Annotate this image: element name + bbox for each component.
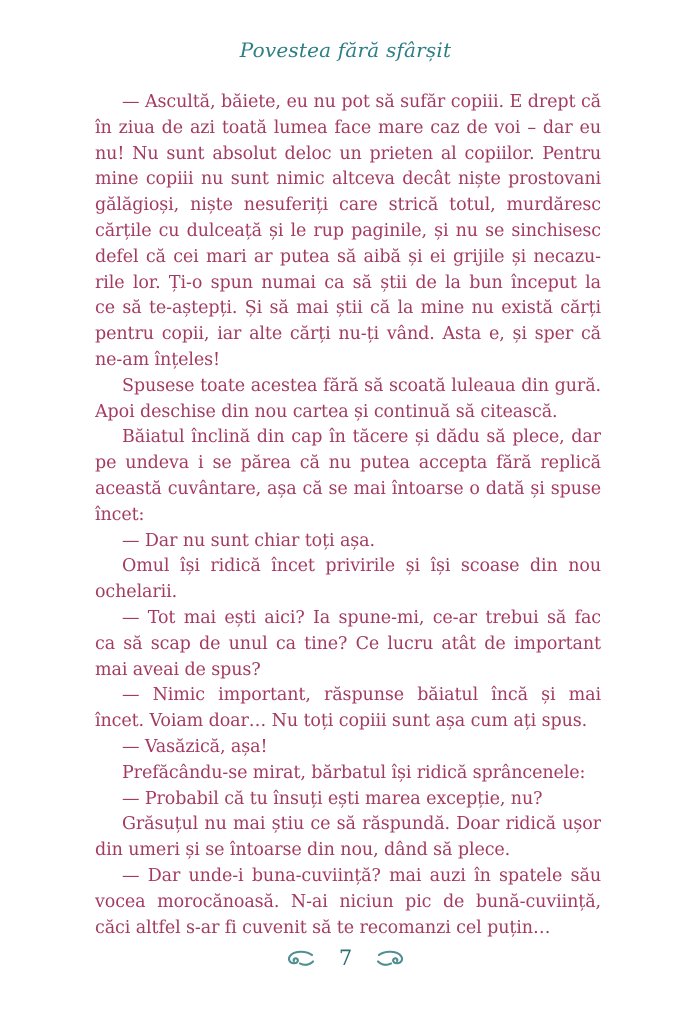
right-flourish-icon [376, 950, 405, 967]
text-line: Apoi deschise din nou cartea și continuă să citească. [95, 401, 558, 422]
text-line: încet: [95, 504, 145, 525]
text-line: ochelarii. [95, 582, 178, 603]
text-line: pentru copii, iar alte cărți nu-ți vând. Asta e, și sper că [95, 324, 601, 345]
text-line: vocea morocănoasă. N-ai niciun pic de bună-cuviință, [95, 891, 601, 912]
text-line: — Dar nu sunt chiar toți așa. [122, 530, 375, 551]
text-line: Omul își ridică încet privirile și își scoase din nou [122, 556, 601, 577]
text-line: — Dar unde-i buna-cuviință? mai auzi în spatele său [122, 865, 601, 886]
left-flourish-icon [286, 950, 315, 967]
text-line: mine copiii nu sunt nimic altceva decât niște prostovani [95, 169, 601, 190]
text-line: această cuvântare, așa că se mai întoarse o dată și spuse [95, 478, 601, 499]
text-line: — Ascultă, băiete, eu nu pot să sufăr copiii. E drept că [122, 92, 601, 112]
text-line: rile lor. Ți-o spun numai ca să știi de la bun început la [95, 272, 601, 293]
text-line: căci altfel s-ar fi cuvenit să te recomanzi cel puțin… [95, 917, 551, 938]
page-number: 7 [338, 946, 353, 970]
text-line: încet. Voiam doar… Nu toți copiii sunt așa cum ați spus. [95, 711, 588, 732]
page-footer [0, 946, 691, 970]
text-line: ca să scap de unul ca tine? Ce lucru atât de important [95, 633, 601, 654]
text-line: Băiatul înclină din cap în tăcere și dădu să plece, dar [122, 427, 601, 448]
body-text [95, 90, 601, 941]
text-line: mai aveai de spus? [95, 659, 261, 680]
text-line: — Probabil că tu însuți ești marea excepție, nu? [122, 788, 543, 809]
text-line: — Vasăzică, așa! [122, 736, 268, 757]
text-line: cărțile cu dulceață și le rup paginile, și nu se sinchisesc [95, 220, 601, 241]
text-line: — Nimic important, răspunse băiatul încă și mai [122, 685, 601, 706]
text-line: defel că cei mari ar putea să aibă și ei grijile și necazu- [95, 246, 601, 267]
text-line: ce să te-aștepți. Și să mai știi că la mine nu există cărți [95, 298, 601, 319]
text-line: nu! Nu sunt absolut deloc un prieten al copiilor. Pentru [95, 143, 601, 164]
text-line: pe undeva i se părea că nu putea accepta fără replică [95, 453, 601, 474]
text-line: din umeri și se întoarse din nou, dând să plece. [95, 840, 511, 861]
text-line: în ziua de azi toată lumea face mare caz de voi – dar eu [95, 117, 601, 138]
text-line: ne-am înțeles! [95, 349, 220, 370]
text-line: Prefăcându-se mirat, bărbatul își ridică sprâncenele: [122, 762, 586, 783]
text-line: Grăsuțul nu mai știu ce să răspundă. Doar ridică ușor [122, 814, 601, 835]
text-line: Spusese toate acestea fără să scoată luleaua din gură. [122, 375, 601, 396]
text-line: gălăgioși, niște nesuferiți care strică totul, murdăresc [95, 195, 601, 216]
page-title: Povestea fără sfârșit [239, 38, 452, 62]
text-line: — Tot mai ești aici? Ia spune-mi, ce-ar trebui să fac [122, 607, 601, 628]
